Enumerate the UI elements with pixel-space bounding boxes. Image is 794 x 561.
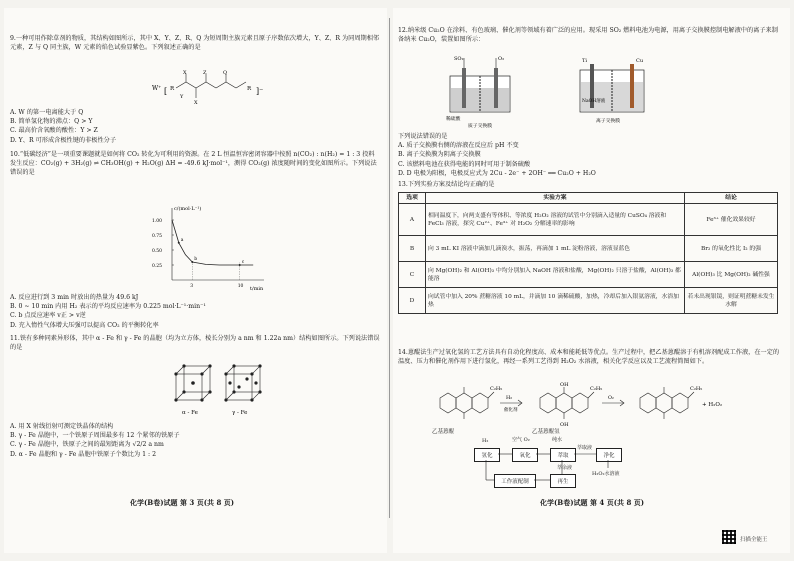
table-row: [399, 288, 778, 314]
table-row: [399, 236, 778, 262]
question-11-options: [10, 422, 380, 459]
question-10-stem: 10.“低碳经济”是一项重要课题就是如何将 CO₂ 转化为可利用的资源。在 2 L 恒温恒容密闭容器中按照 n(CO₂) : n(H₂) = 1 : 3 投料发生反应：CO₂(g) + 3H₂(g) ⇌ CH₃OH(g) + H₂O(g) ΔH = -49.6 kJ·mol⁻¹，测得 CO₂(g) 浓度随时间的变化如图所示。下列说法错误的是: [10, 151, 377, 177]
label-ion-membrane: 离子交换膜: [596, 119, 620, 124]
label-proton-membrane: 质子交换膜: [468, 124, 492, 129]
question-13-table: [398, 192, 778, 314]
row-result: Br₂ 的氧化性比 I₂ 的强: [685, 236, 778, 262]
name-ethylanthrahydroquinone: 乙基蒽醌氢: [532, 429, 560, 435]
data-point-label-b: b: [194, 257, 198, 262]
row-plan: 相同温度下，向两支盛有等体积、等浓度 H₂O₂ 溶液的试管中分别滴入适量的 CuSO₄ 溶液和 FeCl₃ 溶液，探究 Cu²⁺、Fe³⁺ 对 H₂O₂ 分解速率的影响: [426, 204, 685, 236]
row-key: B: [399, 236, 426, 262]
flow-hydrogenate: 氢化: [474, 448, 500, 462]
struct-q1: Q: [223, 70, 228, 76]
flow-extract: 萃取: [550, 448, 576, 462]
question-11-cells: [170, 360, 270, 418]
flow-regen: 再生: [550, 474, 576, 488]
arrow1-h2: H₂: [506, 396, 513, 401]
col-option: 选项: [399, 193, 426, 204]
oh-label-top: OH: [560, 382, 569, 388]
q12-option-b: B. 离子交换膜为阴离子交换膜: [398, 151, 481, 159]
struct-r2: R: [247, 86, 252, 92]
flow-water-label: 纯水: [552, 437, 563, 443]
struct-r1: R: [170, 86, 175, 92]
question-12-stem: 12.纳米级 Cu₂O 在涂料、有色玻璃、催化剂等领域有着广泛的应用。现采用 SO₂ 燃料电池为电源，用离子交换膜控制电解液中的离子来制备纳米 Cu₂O，装置如图所示：: [398, 27, 778, 44]
q9-option-c: C. 最高价含氧酸的酸性：Y > Z: [10, 127, 98, 135]
question-12-options: [398, 132, 784, 178]
q12-option-c: C. 该燃料电池在获得电能的同时可用于制备硫酸: [398, 160, 531, 168]
question-12-apparatus: [440, 52, 660, 130]
q12-option-d: D. D 电极为阳极，电极反应式为 2Cu - 2e⁻ + 2OH⁻ ══ Cu₂O + H₂O: [398, 169, 596, 177]
struct-w: W⁺: [152, 85, 162, 92]
label-naoh: NaOH溶液: [582, 99, 606, 104]
label-so2: SO₂: [454, 56, 464, 62]
question-10-chart: [150, 204, 270, 292]
table-row: [399, 204, 778, 236]
row-key: A: [399, 204, 426, 236]
flow-h2-label: H₂: [482, 438, 489, 444]
x-tick-label: 3: [190, 284, 194, 289]
struct-z1: Z: [203, 70, 207, 76]
x-tick-label: 10: [237, 284, 244, 289]
data-point-label-c: c: [241, 260, 245, 265]
q10-option-b: B. 0 ~ 10 min 内用 H₂ 表示的平均反应速率为 0.225 mol·L⁻¹·min⁻¹: [10, 303, 206, 311]
flow-product: H₂O₂水溶液: [592, 471, 620, 477]
col-plan: 实验方案: [426, 193, 685, 204]
question-13: [398, 180, 784, 189]
y-tick-label: 0.75: [152, 234, 163, 239]
flow-refine: 净化: [596, 448, 622, 462]
row-key: C: [399, 262, 426, 288]
question-10-options: [10, 293, 380, 330]
flow-air-label: 空气 O₂: [512, 437, 530, 443]
label-cu: Cu: [636, 58, 644, 64]
row-plan: 向 Mg(OH)₂ 和 Al(OH)₃ 中均分别加入 NaOH 溶液和盐酸，Mg(OH)₂ 只溶于盐酸，Al(OH)₃ 都能溶: [426, 262, 685, 288]
q10-option-d: D. 充入惰性气体增大压强可以提高 CO₂ 的平衡转化率: [10, 321, 159, 329]
flow-raffinate: 萃余液: [557, 465, 573, 471]
question-9: [10, 34, 380, 52]
q11-option-b: B. γ - Fe 晶胞中，一个铁原子周围最多有 12 个紧邻的铁原子: [10, 432, 180, 440]
row-result: 若未出现银镜，则证明蔗糖未发生水解: [685, 288, 778, 314]
oh-label-bottom: OH: [560, 422, 569, 428]
gamma-fe-label: γ - Fe: [232, 410, 248, 416]
question-10: [10, 150, 380, 178]
c2h5-label-1: C₂H₅: [490, 386, 503, 392]
table-row: [399, 262, 778, 288]
row-plan: 向试管中加入 20% 蔗糖溶液 10 mL，并滴加 10 滴稀硫酸，加热，冷却后加入银氨溶液，水浴加热: [426, 288, 685, 314]
table-header-row: [399, 193, 778, 204]
qr-code-icon: [722, 530, 736, 544]
question-9-options: [10, 108, 380, 145]
column-divider: [389, 18, 390, 518]
name-ethylanthraquinone: 乙基蒽醌: [432, 429, 455, 435]
q10-option-c: C. b 点反应速率 v正 > v逆: [10, 312, 86, 320]
question-11: [10, 334, 380, 352]
row-result: Al(OH)₃ 比 Mg(OH)₂ 碱性强: [685, 262, 778, 288]
q9-option-d: D. Y、R 可形成含极性键的非极性分子: [10, 136, 117, 144]
question-9-stem: 9.一种可用作除草剂的物质，其结构如图所示，其中 X、Y、Z、R、Q 为短周期主族元素且原子序数依次增大，Y、Z、R 为同周期相邻元素，Z 与 Q 同主族，W 元素的焰色试验显紫色。下列叙述正确的是: [10, 35, 380, 52]
q11-option-a: A. 用 X 射线衍射可测定铁晶体的结构: [10, 423, 114, 430]
y-tick-label: 1.00: [152, 219, 163, 224]
label-ti: Ti: [582, 58, 587, 64]
struct-y1: Y: [180, 94, 184, 100]
struct-x2: X: [194, 100, 198, 106]
struct-x1: X: [183, 70, 187, 76]
flow-prep: 工作液配制: [494, 474, 536, 488]
question-11-stem: 11.铁有多种同素异形体，其中 α - Fe 和 γ - Fe 的晶胞（均为立方体，棱长分别为 a nm 和 1.22a nm）结构如图所示。下列说法错误的是: [10, 335, 380, 352]
label-o2: O₂: [498, 56, 505, 62]
question-14-stem: 14.蒽醌法生产过氧化氢的工艺方法具有自动化程度高、成本和能耗低等优点。生产过程中，把乙基蒽醌溶于有机溶剂配成工作液，在一定的温度、压力和催化剂作用下进行氢化，再经一系列工艺得到 H₂O₂ 水溶液，相关化学反应以及工艺流程简图如下。: [398, 349, 780, 366]
q12-option-a: A. 质子交换膜右侧的溶液在反应后 pH 不变: [398, 142, 519, 150]
svg-text:]⁻: ]⁻: [256, 87, 264, 96]
svg-text:[: [: [164, 87, 168, 96]
q10-option-a: A. 反应进行到 3 min 时放出的热量为 49.6 kJ: [10, 294, 139, 301]
x-axis-label: t/min: [250, 286, 264, 292]
flow-extract-liquid: 萃取液: [577, 445, 593, 451]
y-axis-label: c/(mol·L⁻¹): [174, 206, 202, 212]
row-plan: 向 3 mL KI 溶液中滴加几滴溴水，振荡，再滴加 1 mL 淀粉溶液，溶液显蓝色: [426, 236, 685, 262]
c2h5-label-2: C₂H₅: [590, 386, 603, 392]
data-point-b: [191, 261, 193, 263]
co2-concentration-line: [172, 220, 253, 265]
data-point-a: [178, 242, 180, 244]
alpha-fe-label: α - Fe: [182, 410, 198, 416]
data-point-c: [239, 264, 241, 266]
row-result: Fe³⁺ 催化效果较好: [685, 204, 778, 236]
data-point-label-a: a: [180, 237, 184, 243]
question-14-reaction: [430, 378, 760, 428]
flow-arrows: [470, 440, 630, 492]
right-page-footer: 化学(B卷)试题 第 4 页(共 8 页): [540, 498, 645, 507]
row-key: D: [399, 288, 426, 314]
y-tick-label: 0.50: [152, 249, 163, 254]
q11-option-d: D. α - Fe 晶胞和 γ - Fe 晶胞中铁原子个数比为 1 : 2: [10, 450, 157, 458]
plus-h2o2: + H₂O₂: [702, 402, 723, 408]
scanner-watermark: 扫描全能王: [740, 537, 768, 543]
col-result: 结论: [685, 193, 778, 204]
flow-oxidize: 氧化: [512, 448, 538, 462]
arrow2-o2: O₂: [608, 396, 614, 401]
question-14: [398, 348, 784, 366]
left-page-footer: 化学(B卷)试题 第 3 页(共 8 页): [130, 498, 235, 507]
y-tick-label: 0.25: [152, 264, 163, 269]
q12-question: 下列说法错误的是: [398, 133, 448, 140]
q11-option-c: C. γ - Fe 晶胞中，铁原子之间的最短距离为 √2/2 a nm: [10, 441, 164, 449]
q9-option-a: A. W 的第一电离能大于 Q: [10, 109, 84, 116]
question-13-stem: 13.下列实验方案及结论均正确的是: [398, 181, 495, 188]
arrow1-catalyst: 催化剂: [504, 408, 518, 413]
question-9-structure: [150, 70, 290, 106]
c2h5-label-3: C₂H₅: [690, 386, 703, 392]
q9-option-b: B. 简单氢化物的沸点：Q > Y: [10, 118, 93, 126]
question-12: [398, 26, 784, 44]
label-acid: 稀硫酸: [446, 117, 461, 122]
